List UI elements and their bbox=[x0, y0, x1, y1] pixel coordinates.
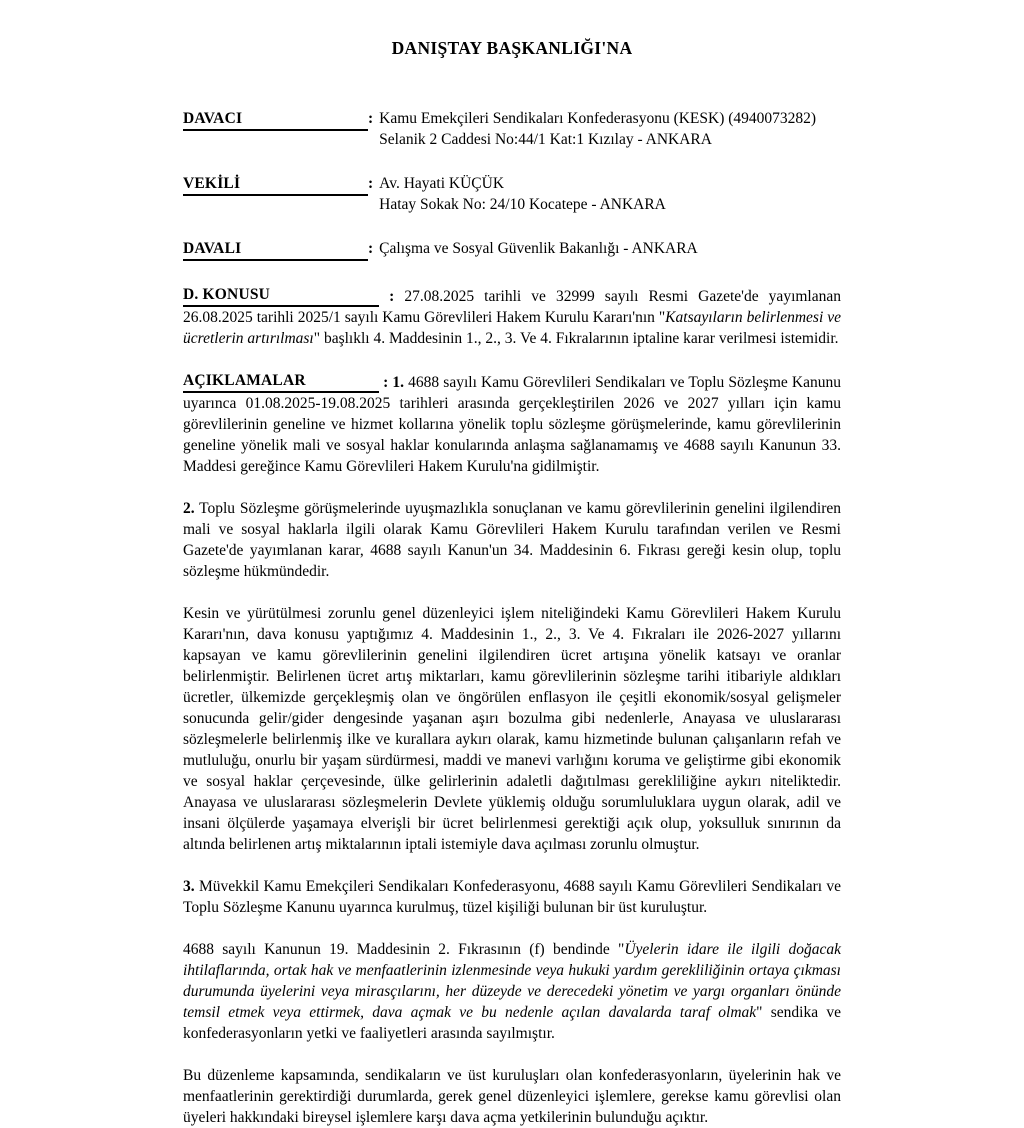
paragraph-separator: : bbox=[379, 288, 395, 305]
party-lines bbox=[379, 108, 841, 150]
parties-section bbox=[183, 108, 841, 261]
paragraph bbox=[183, 603, 841, 855]
document-title: DANIŞTAY BAŞKANLIĞI'NA bbox=[391, 38, 633, 58]
text-segment: 2. bbox=[183, 500, 195, 517]
party-separator: : bbox=[368, 110, 374, 127]
party-line: Kamu Emekçileri Sendikaları Konfederasyonu (KESK) (4940073282) bbox=[379, 110, 817, 127]
text-segment: " başlıklı 4. Maddesinin 1., 2., 3. Ve 4. Fıkralarının iptaline karar verilmesi istemidir. bbox=[313, 330, 839, 347]
text-segment: 4688 sayılı Kamu Görevlileri Sendikaları ve Toplu Sözleşme Kanunu uyarınca 01.08.2025-19.08.2025 tarihleri arasında gerçekleştirilen 2026 ve 2027 yılları için kamu görevlilerinin geneline ve hizmet kollarına yönelik toplu sözleşme görüşmelerinde, kamu görevlilerinin geneline yönelik mali ve sosyal haklar konularında anlaşma sağlanamamış ve 4688 sayılı Kanunun 33. Maddesi gereğince Kamu Görevlileri Hakem Kurulu'na gidilmiştir. bbox=[183, 374, 841, 475]
party-separator: : bbox=[368, 240, 374, 257]
party-separator: : bbox=[368, 175, 374, 192]
paragraph-label: D. KONUSU bbox=[183, 284, 379, 307]
paragraph bbox=[183, 498, 841, 582]
party-line: Hatay Sokak No: 24/10 Kocatepe - ANKARA bbox=[379, 196, 666, 213]
party-row bbox=[183, 108, 841, 150]
paragraph bbox=[183, 284, 841, 349]
party-line: Selanik 2 Caddesi No:44/1 Kat:1 Kızılay - ANKARA bbox=[379, 131, 712, 148]
party-line: Av. Hayati KÜÇÜK bbox=[379, 175, 505, 192]
text-segment: Bu düzenleme kapsamında, sendikaların ve üst kuruluşları olan konfederasyonların, üyelerinin hak ve menfaatlerinin gerektirdiği durumlarda, gerek genel düzenleyici işlemlere, gerekse kamu görevlisi olan üyeleri hakkındaki bireysel işlemlere karşı dava açma yetkilerinin bulunduğu açıktır. bbox=[183, 1067, 841, 1126]
paragraph-separator: : bbox=[379, 374, 389, 391]
party-line: Çalışma ve Sosyal Güvenlik Bakanlığı - ANKARA bbox=[379, 240, 698, 257]
text-segment: Katsayıların belirlenmesi ve ücretlerin artırılması bbox=[183, 309, 841, 347]
paragraph-label: AÇIKLAMALAR bbox=[183, 370, 379, 393]
party-row bbox=[183, 173, 841, 215]
paragraph bbox=[183, 1065, 841, 1128]
text-segment: Müvekkil Kamu Emekçileri Sendikaları Konfederasyonu, 4688 sayılı Kamu Görevlileri Sendikaları ve Toplu Sözleşme Kanunu uyarınca kurulmuş, tüzel kişiliği bulunan bir üst kuruluştur. bbox=[183, 878, 841, 916]
paragraph bbox=[183, 370, 841, 477]
party-label: DAVALI bbox=[183, 238, 368, 261]
body-section bbox=[183, 284, 841, 1128]
text-segment: Üyelerin idare ile ilgili doğacak ihtilaflarında, ortak hak ve menfaatlerinin izlenmesinde veya hukuki yardım gerekliliğinin ortaya çıkması durumunda üyelerini veya mirasçılarını, her düzeyde ve derecedeki yönetim ve yargı organları önünde temsil etmek veya ettirmek, dava açmak ve bu nedenle açılan davalarda taraf olmak bbox=[183, 941, 841, 1021]
paragraph bbox=[183, 876, 841, 918]
text-segment: Toplu Sözleşme görüşmelerinde uyuşmazlıkla sonuçlanan ve kamu görevlilerinin genelini ilgilendiren mali ve sosyal haklarla ilgili olarak Kamu Görevlileri Hakem Kurulu tarafından verilen ve Resmi Gazete'de yayımlanan karar, 4688 sayılı Kanun'un 34. Maddesinin 6. Fıkrası gereği kesin olup, toplu sözleşme hükmündedir. bbox=[183, 500, 841, 580]
text-segment: 27.08.2025 tarihli ve 32999 sayılı Resmi Gazete'de yayımlanan 26.08.2025 tarihli 2025/1 sayılı Kamu Görevlileri Hakem Kurulu Kararı'nın " bbox=[183, 288, 841, 326]
party-label: VEKİLİ bbox=[183, 173, 368, 196]
paragraph bbox=[183, 939, 841, 1044]
text-segment: 4688 sayılı Kanunun 19. Maddesinin 2. Fıkrasının (f) bendinde " bbox=[183, 941, 625, 958]
party-row bbox=[183, 238, 841, 261]
text-segment: 1. bbox=[388, 374, 405, 391]
party-label: DAVACI bbox=[183, 108, 368, 131]
text-segment: " sendika ve konfederasyonların yetki ve faaliyetleri arasında sayılmıştır. bbox=[183, 1004, 841, 1042]
text-segment: Kesin ve yürütülmesi zorunlu genel düzenleyici işlem niteliğindeki Kamu Görevlileri Hakem Kurulu Kararı'nın, dava konusu yaptığımız 4. Maddesinin 1., 2., 3. Ve 4. Fıkraları ile 2026-2027 yıllarını kapsayan ve kamu görevlilerinin genelini ilgilendiren ücret artışına yönelik katsayı ve oranlar belirlenmiştir. Belirlenen ücret artış miktarları, kamu görevlilerinin sözleşme tarihi itibariyle aldıkları ücretler, ülkemizde gerçekleşmiş olan ve öngörülen enflasyon ile çeşitli ekonomik/sosyal gelişmeler sonucunda gelir/gider dengesinde yaşanan aşırı bozulma gibi nedenlerle, Anayasa ve uluslararası sözleşmelerle belirlenmiş ilke ve kurallara aykırı olarak, kamu hizmetinde bulunan çalışanların refah ve mutluluğu, onurlu bir yaşam sürdürmesi, maddi ve manevi varlığını koruma ve geliştirme gibi ekonomik ve sosyal haklar çerçevesinde, ülke gelirlerinin adaletli dağıtılması gerekliliğine aykırı niteliktedir. Anayasa ve uluslararası sözleşmelerin Devlete yüklemiş olduğu sorumluluklara uygun olarak, adil ve insani ölçülerde yaşamaya elverişli bir ücret belirlenmesi gerektiği açık olup, yoksulluk sınırının da altında belirlenen artış miktalarının iptali istemiyle dava açılması zorunlu olmuştur. bbox=[183, 605, 841, 853]
party-lines bbox=[379, 238, 841, 259]
text-segment: 3. bbox=[183, 878, 195, 895]
party-lines bbox=[379, 173, 841, 215]
